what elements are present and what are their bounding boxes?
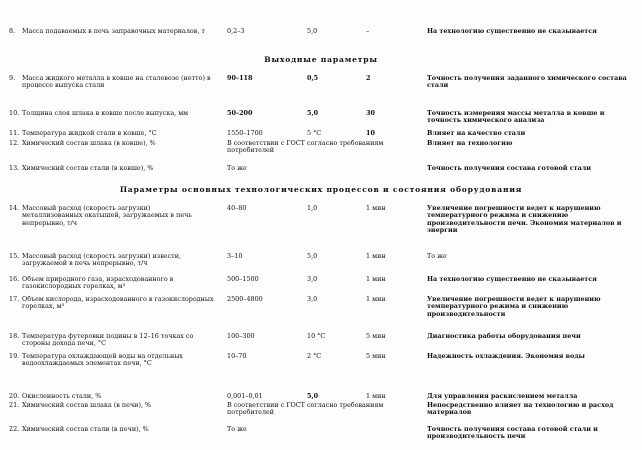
section-heading-process: Параметры основных технологических процессов и состояния оборудования [119,185,523,194]
measurement-period: 1 мин [366,295,386,303]
measurement-period: 1 мин [366,275,386,283]
parameter-name: Температура охлаждающей воды на отдельных водоохлаждаемых элементах печи, °С [22,352,183,368]
row-number: 14. [9,204,20,212]
row-number: 17. [9,295,20,303]
parameter-name: Массовый расход (скорость загрузки) металлизованных окатышей, загружаемых в печь непрерывно, т/ч [22,204,192,227]
accuracy-value: 3,0 [307,275,318,283]
measurement-period: 5 мин [366,352,386,360]
row-number: 22. [9,425,20,433]
note-text: Точность получения заданного химического состава стали [427,74,627,90]
row-number: 21. [9,401,20,409]
accuracy-value: 1,0 [307,204,318,212]
parameter-name: Химический состав шлака (в печи), % [22,401,152,409]
note-text: Надежность охлаждения. Экономия воды [427,352,585,360]
measurement-range: 90–118 [227,74,253,82]
accuracy-value: 2 °С [307,352,322,360]
section-heading-output: Выходные параметры [264,55,378,64]
note-text: На технологию существенно не сказывается [427,275,597,283]
accuracy-value: 10 °С [307,332,326,340]
note-text: Точность получения состава готовой стали и производительность печи [427,425,598,441]
parameter-name: Температура футеровки подины в 12–16 точках со стороны дохода печи, °С [22,332,194,348]
row-number: 20. [9,392,20,400]
accuracy-value: 5 °С [307,129,322,137]
parameter-name: Химический состав шлака (в ковше), % [22,139,156,147]
row-number: 9. [9,74,16,82]
accuracy-value: 5,0 [307,109,319,117]
row-number: 12. [9,139,20,147]
measurement-period: 2 [366,74,371,82]
measurement-period: 1 мин [366,392,386,400]
parameter-name: Температура жидкой стали в ковше, °С [22,129,157,137]
measurement-range: 100–300 [227,332,255,340]
parameter-name: Толщина слоя шлака в ковше после выпуска, мм [22,109,189,117]
measurement-range: 3–10 [227,252,243,260]
measurement-period: – [366,27,370,35]
row-number: 13. [9,164,20,172]
parameter-name: Химический состав стали (в ковше), % [22,164,154,172]
measurement-period: 5 мин [366,332,386,340]
measurement-range: 0,2–3 [227,27,245,35]
note-text: Непосредственно влияет на технологию и расход материалов [427,401,614,417]
parameter-name: Масса жидкого металла в ковше на сталевозе (нетто) в процессе выпуска стали [22,74,211,90]
measurement-range: 2500–4800 [227,295,263,303]
note-text: Влияет на технологию [427,139,513,147]
measurement-range: 50–200 [227,109,253,117]
note-text: То же [427,252,447,260]
accuracy-value: 0,5 [307,74,319,82]
parameter-name: Объем кислорода, израсходованного в газокислородных горелках, м³ [22,295,214,311]
parameter-name: Объем природного газа, израсходованного в газокислородных горелках, м³ [22,275,174,291]
note-text: Точность получения состава готовой стали [427,164,591,172]
parameter-name: Химический состав стали (в печи), % [22,425,149,433]
row-number: 15. [9,252,20,260]
measurement-range: В соответствии с ГОСТ согласно требованиям потребителей [227,401,384,417]
row-number: 19. [9,352,20,360]
parameter-name: Массовый расход (скорость загрузки) извести, загружаемой в печь непрерывно, т/ч [22,252,181,268]
accuracy-value: 5,0 [307,252,318,260]
measurement-range: 1550–1700 [227,129,263,137]
measurement-range: 10–70 [227,352,247,360]
note-text: Для управления раскислением металла [427,392,578,400]
note-text: Увеличение погрешности ведет к нарушению температурного режима и снижению производительности печи. Экономия материалов и энергии [427,204,622,235]
accuracy-value: 3,0 [307,295,318,303]
note-text: На технологию существенно не сказывается [427,27,597,35]
measurement-period: 1 мин [366,204,386,212]
parameter-name: Масса подаваемых в печь заправочных материалов, т [22,27,205,35]
measurement-range: 0,001–0,01 [227,392,263,400]
measurement-period: 10 [366,129,375,137]
accuracy-value: 5,0 [307,27,318,35]
measurement-range: То же [227,425,247,433]
row-number: 11. [9,129,20,137]
note-text: Увеличение погрешности ведет к нарушению температурного режима и снижению производительности [427,295,601,318]
measurement-period: 1 мин [366,252,386,260]
row-number: 18. [9,332,20,340]
measurement-period: 30 [366,109,375,117]
parameter-name: Окисленность стали, % [22,392,102,400]
row-number: 16. [9,275,20,283]
row-number: 10. [9,109,20,117]
accuracy-value: 5,0 [307,392,319,400]
measurement-range: То же [227,164,247,172]
measurement-range: 40–80 [227,204,247,212]
note-text: Влияет на качество стали [427,129,526,137]
note-text: Диагностика работы оборудования печи [427,332,581,340]
measurement-range: В соответствии с ГОСТ согласно требованиям потребителей [227,139,384,155]
measurement-range: 500–1500 [227,275,259,283]
note-text: Точность измерения массы металла в ковше и точность химического анализа [427,109,605,125]
row-number: 8. [9,27,16,35]
